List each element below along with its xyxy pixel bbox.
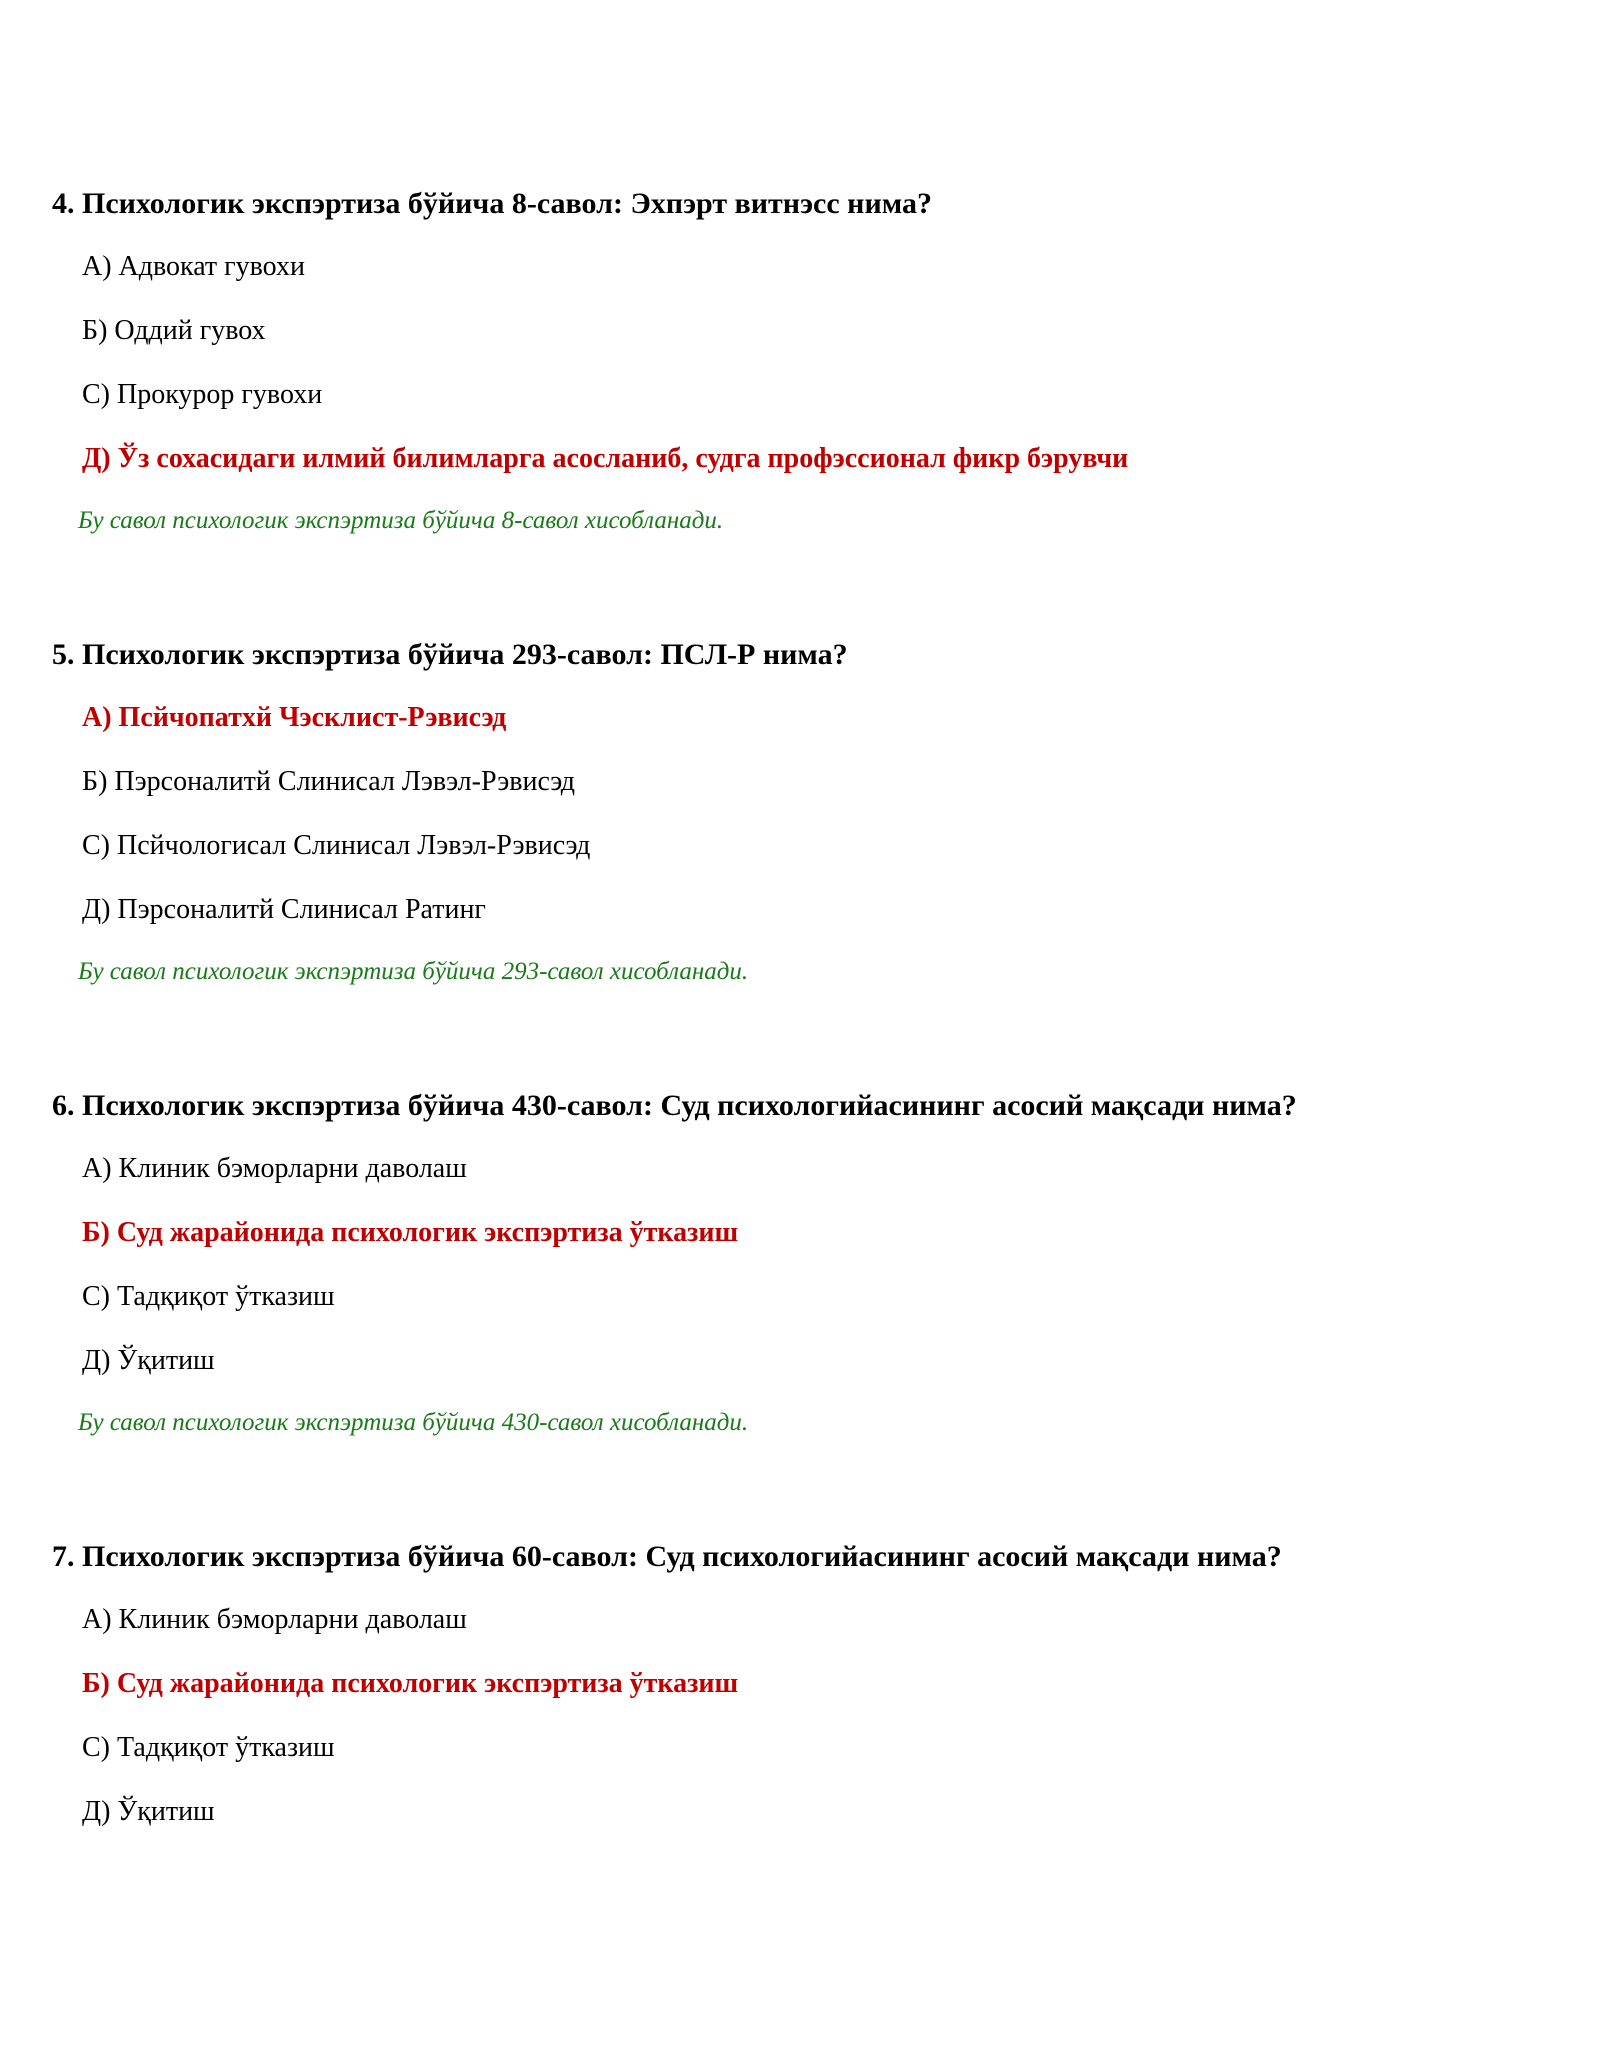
question-title: 5. Психологик экспэртиза бўйича 293-савол: ПСЛ-Р нима? xyxy=(52,638,848,671)
answer-option: Б) Оддий гувох xyxy=(82,315,266,346)
question-block xyxy=(52,1539,1552,1827)
answer-option: Д) Ўқитиш xyxy=(82,1796,215,1827)
question-note: Бу савол психологик экспэртиза бўйича 8-савол хисобланади. xyxy=(78,507,724,534)
correct-answer-option: А) Псйчопатхй Чэсклист-Рэвисэд xyxy=(82,702,507,733)
question-title: 7. Психологик экспэртиза бўйича 60-савол: Суд психологийасининг асосий мақсади нима? xyxy=(52,1540,1282,1573)
question-title: 6. Психологик экспэртиза бўйича 430-савол: Суд психологийасининг асосий мақсади нима? xyxy=(52,1089,1297,1122)
question-title: 4. Психологик экспэртиза бўйича 8-савол: Эхпэрт витнэсс нима? xyxy=(52,187,932,220)
answer-option: Д) Пэрсоналитй Слинисал Ратинг xyxy=(82,894,486,925)
answer-option: С) Псйчологисал Слинисал Лэвэл-Рэвисэд xyxy=(82,830,591,861)
answer-option: С) Тадқиқот ўтказиш xyxy=(82,1732,335,1763)
correct-answer-option: Б) Суд жарайонида психологик экспэртиза ўтказиш xyxy=(82,1668,739,1699)
question-note: Бу савол психологик экспэртиза бўйича 430-савол хисобланади. xyxy=(78,1409,749,1436)
correct-answer-option: Д) Ўз сохасидаги илмий билимларга асосланиб, судга профэссионал фикр бэрувчи xyxy=(82,443,1129,474)
answer-option: А) Адвокат гувохи xyxy=(82,251,305,282)
answer-option: Б) Пэрсоналитй Слинисал Лэвэл-Рэвисэд xyxy=(82,766,576,797)
question-block xyxy=(52,186,1552,534)
question-block xyxy=(52,637,1552,985)
answer-option: А) Клиник бэморларни даволаш xyxy=(82,1153,467,1184)
answer-option: Д) Ўқитиш xyxy=(82,1345,215,1376)
question-block xyxy=(52,1088,1552,1436)
answer-option: А) Клиник бэморларни даволаш xyxy=(82,1604,467,1635)
question-note: Бу савол психологик экспэртиза бўйича 293-савол хисобланади. xyxy=(78,958,749,985)
correct-answer-option: Б) Суд жарайонида психологик экспэртиза ўтказиш xyxy=(82,1217,739,1248)
answer-option: С) Прокурор гувохи xyxy=(82,379,323,410)
answer-option: С) Тадқиқот ўтказиш xyxy=(82,1281,335,1312)
